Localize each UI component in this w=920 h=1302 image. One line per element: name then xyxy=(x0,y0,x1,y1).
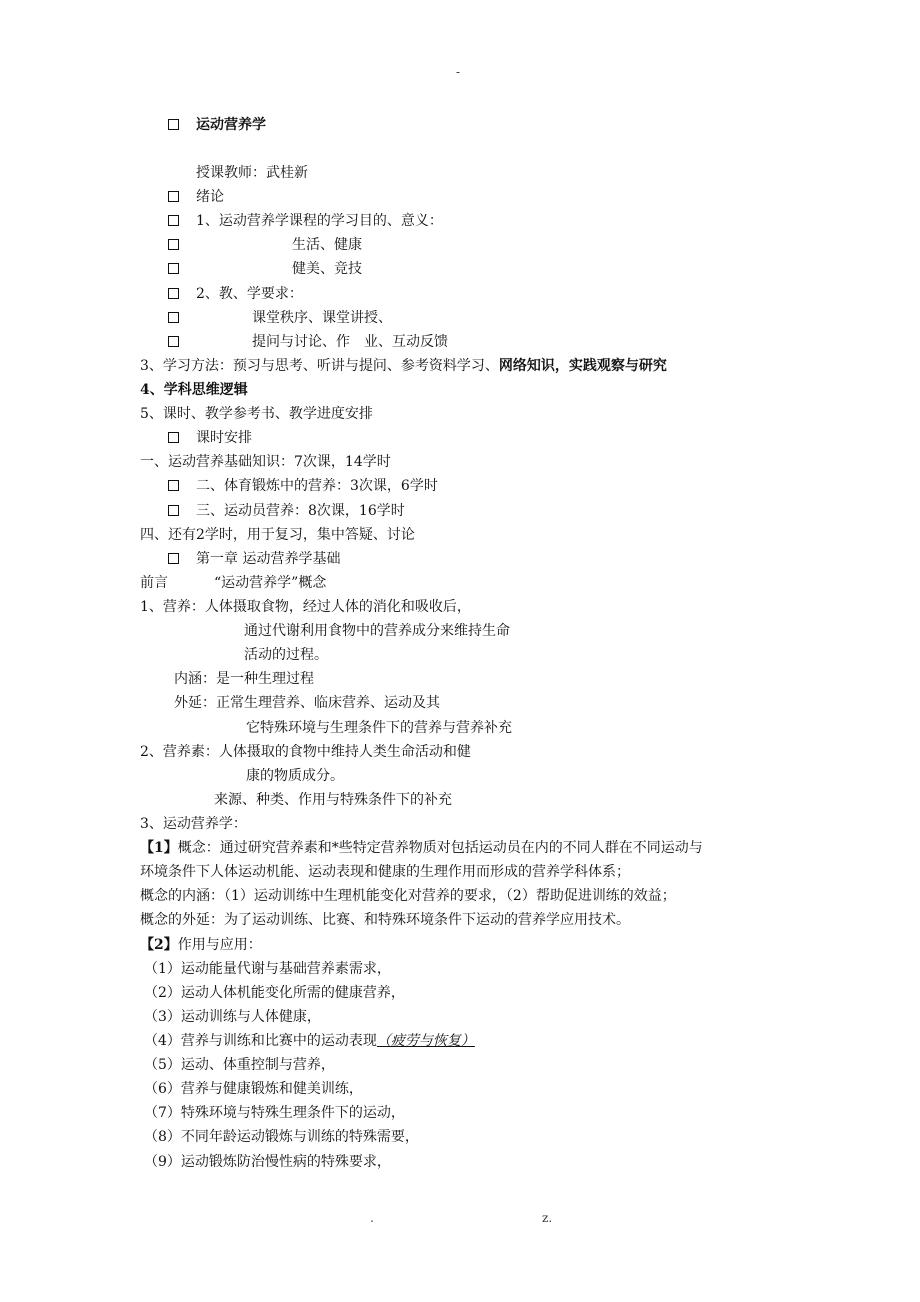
role-item: （6）营养与健康锻炼和健美训练， xyxy=(144,1081,363,1097)
chapter-heading: 第一章 运动营养学基础 xyxy=(196,551,341,567)
schedule-item: 三、运动员营养：8次课，16学时 xyxy=(196,503,405,519)
role-item: （8）不同年龄运动锻炼与训练的特殊需要， xyxy=(144,1129,419,1145)
role-item: （2）运动人体机能变化所需的健康营养， xyxy=(144,985,405,1001)
nutrition-definition: 1、营养：人体摄取食物，经过人体的消化和吸收后， xyxy=(140,599,471,615)
methods-text: 3、学习方法：预习与思考、听讲与提问、参考资料学习、 xyxy=(140,358,499,374)
checkbox-icon xyxy=(168,553,179,564)
checkbox-icon xyxy=(168,191,179,202)
role-item: （1）运动能量代谢与基础营养素需求， xyxy=(144,961,391,977)
schedule-item: 一、运动营养基础知识：7次课，14学时 xyxy=(140,454,391,470)
schedule-item: 四、还有2学时，用于复习，集中答疑、讨论 xyxy=(140,527,415,543)
checkbox-icon xyxy=(168,288,179,299)
intro-heading: 绪论 xyxy=(196,189,224,205)
role-line xyxy=(140,935,262,955)
concept-line xyxy=(140,838,703,858)
concept-tag: 【1】 xyxy=(140,840,178,856)
nutrition-definition: 活动的过程。 xyxy=(244,647,328,663)
purpose-heading: 1、运动营养学课程的学习目的、意义： xyxy=(196,213,443,229)
role-item: （7）特殊环境与特殊生理条件下的运动， xyxy=(144,1105,405,1121)
checkbox-icon xyxy=(168,432,179,443)
preface-label: 前言 xyxy=(140,575,168,591)
nutrients-topics: 来源、种类、作用与特殊条件下的补充 xyxy=(214,792,452,808)
requirements-item: 课堂秩序、课堂讲授、 xyxy=(252,310,392,326)
role-item-4 xyxy=(144,1031,475,1051)
nutrition-definition: 通过代谢利用食物中的营养成分来维持生命 xyxy=(244,623,510,639)
checkbox-icon xyxy=(168,263,179,274)
purpose-item: 生活、健康 xyxy=(292,237,362,253)
checkbox-icon xyxy=(168,119,179,130)
concept-extension: 概念的外延：为了运动训练、比赛、和特殊环境条件下运动的营养学应用技术。 xyxy=(140,912,630,928)
role-item: （3）运动训练与人体健康， xyxy=(144,1009,321,1025)
concept-connotation: 概念的内涵：（1）运动训练中生理机能变化对营养的要求，（2）帮助促进训练的效益； xyxy=(140,888,676,904)
teacher-line: 授课教师：武桂新 xyxy=(196,165,308,181)
checkbox-icon xyxy=(168,336,179,347)
checkbox-icon xyxy=(168,239,179,250)
footer-left: . xyxy=(370,1211,374,1225)
page-title: 运动营养学 xyxy=(196,117,266,133)
checkbox-icon xyxy=(168,505,179,516)
schedule-intro: 5、课时、教学参考书、教学进度安排 xyxy=(140,406,373,422)
requirements-heading: 2、教、学要求： xyxy=(196,286,303,302)
methods-line xyxy=(140,356,667,376)
footer-right: z. xyxy=(542,1211,553,1225)
role-item-note: （疲劳与恢复） xyxy=(376,1033,475,1049)
nutrients-definition: 康的物质成分。 xyxy=(246,768,344,784)
concept-text: 环境条件下人体运动机能、运动表现和健康的生理作用而形成的营养学科体系； xyxy=(140,864,630,880)
checkbox-icon xyxy=(168,312,179,323)
purpose-item: 健美、竞技 xyxy=(292,261,362,277)
preface-concept: “运动营养学”概念 xyxy=(214,575,327,591)
schedule-item: 二、体育锻炼中的营养：3次课，6学时 xyxy=(196,478,438,494)
role-tag: 【2】 xyxy=(140,937,178,953)
nutrition-extension: 它特殊环境与生理条件下的营养与营养补充 xyxy=(246,720,512,736)
checkbox-icon xyxy=(168,480,179,491)
nutrition-extension: 外延：正常生理营养、临床营养、运动及其 xyxy=(174,695,440,711)
role-item: （5）运动、体重控制与营养， xyxy=(144,1057,335,1073)
schedule-title: 课时安排 xyxy=(196,430,252,446)
role-text: 作用与应用： xyxy=(177,937,262,953)
header-mark: - xyxy=(456,65,461,79)
concept-text: 概念：通过研究营养素和*些特定营养物质对包括运动员在内的不同人群在不同运动与 xyxy=(177,840,703,856)
nutrients-definition: 2、营养素：人体摄取的食物中维持人类生命活动和健 xyxy=(140,744,471,760)
methods-bold-text: 网络知识，实践观察与研究 xyxy=(498,358,667,374)
sports-nutrition-heading: 3、运动营养学： xyxy=(140,816,247,832)
role-item: （4）营养与训练和比赛中的运动表现 xyxy=(144,1033,377,1049)
nutrition-connotation: 内涵：是一种生理过程 xyxy=(174,671,314,687)
requirements-item: 提问与讨论、作 业、互动反馈 xyxy=(252,334,448,350)
checkbox-icon xyxy=(168,215,179,226)
logic-heading: 4、学科思维逻辑 xyxy=(140,382,248,398)
role-item: （9）运动锻炼防治慢性病的特殊要求， xyxy=(144,1154,391,1170)
